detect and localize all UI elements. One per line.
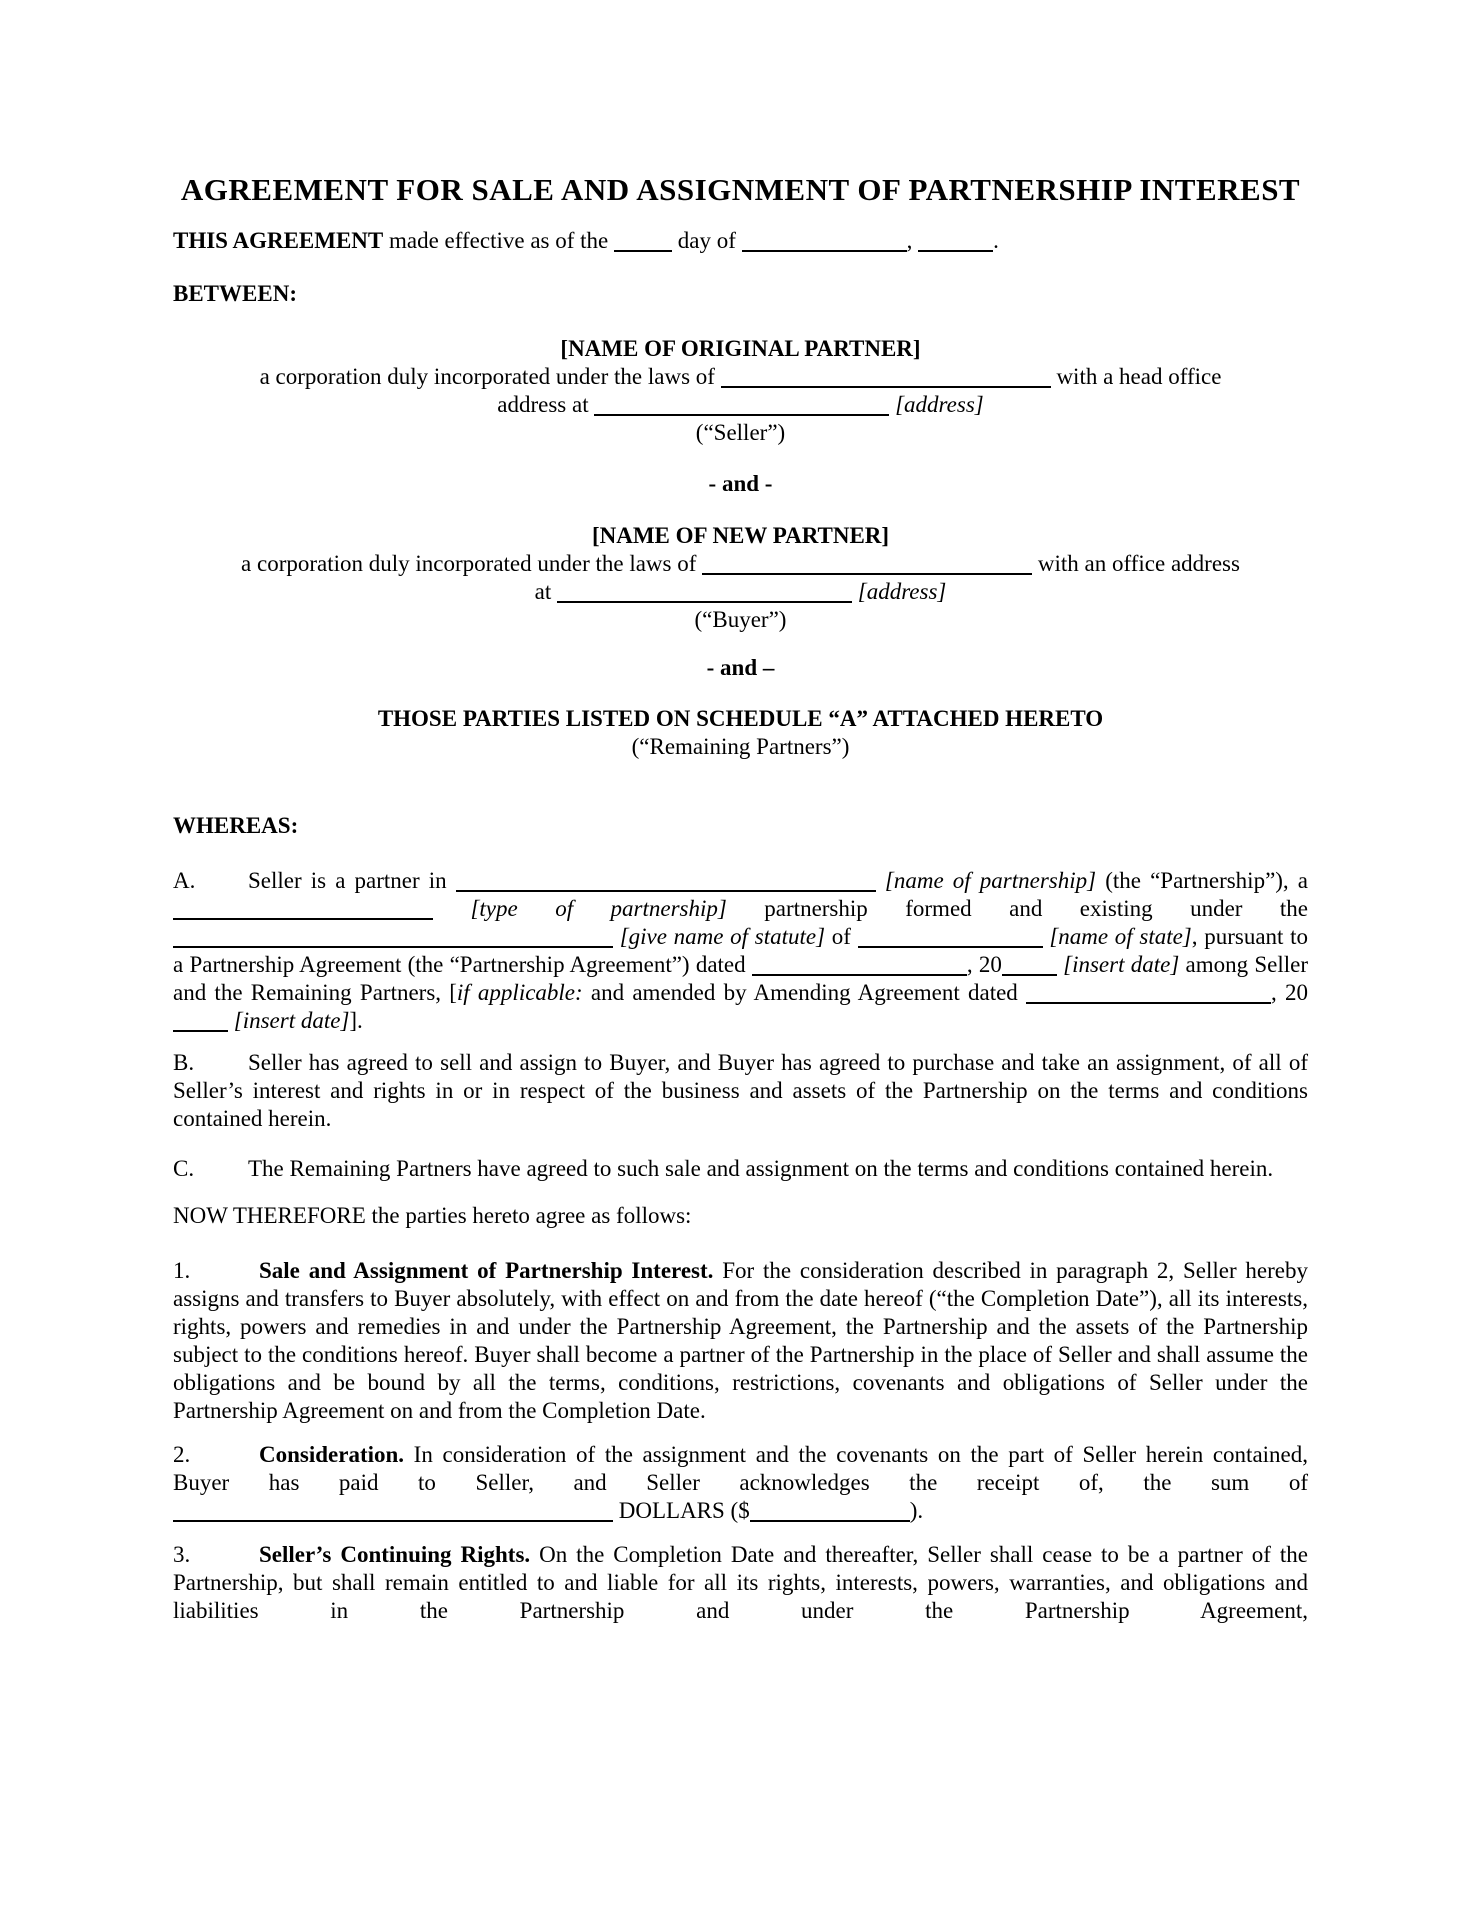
recital-a-label: A. — [173, 868, 196, 893]
text-run: The Remaining Partners have agreed to such sale and assignment on the terms and conditions contained herein. — [248, 1156, 1274, 1181]
recital-b-label: B. — [173, 1050, 195, 1075]
blank-fill-line — [173, 906, 433, 920]
text-run: [give name of statute] — [619, 924, 826, 949]
text-run: . — [993, 228, 999, 253]
blank-fill-line — [173, 934, 613, 948]
between-label: BETWEEN: — [173, 281, 297, 306]
text-run: , pursuant to a Partnership Agreement (the “Partnership Agreement”) dated — [173, 924, 1309, 977]
clause-2-text — [173, 1442, 1308, 1523]
text-run: [address] — [857, 579, 947, 604]
text-run: [address] — [895, 392, 984, 417]
remaining-partners-alias: (“Remaining Partners”) — [631, 734, 850, 759]
recital-c-text — [248, 1156, 1273, 1181]
clause-1 — [173, 1257, 1308, 1425]
text-run: address at — [497, 392, 595, 417]
text-run: [insert date] — [233, 1008, 350, 1033]
text-run: [name of partnership] — [884, 868, 1097, 893]
text-run: Sale and Assignment of Partnership Interest. — [259, 1258, 714, 1283]
and-separator-1: - and - — [708, 471, 773, 496]
blank-fill-line — [750, 1508, 910, 1522]
clause-1-number: 1. — [173, 1258, 191, 1283]
recital-b-text — [173, 1050, 1308, 1131]
text-run: Seller has agreed to sell and assign to Buyer, and Buyer has agreed to purchase and take an assignment, of all of Seller’s interest and rights in or in respect of the business and assets of the Partnership on the terms and conditions contained herein. — [173, 1050, 1308, 1131]
recital-c-label: C. — [173, 1156, 195, 1181]
intro-clause — [173, 227, 1308, 255]
text-run: partnership formed and existing under the — [726, 896, 1309, 921]
text-run: a corporation duly incorporated under the laws of — [241, 551, 703, 576]
text-run: [type of partnership] — [470, 896, 727, 921]
recital-c — [173, 1155, 1308, 1183]
text-run: ]. — [349, 1008, 363, 1033]
clause-1-text — [173, 1258, 1308, 1423]
text-run: at — [534, 579, 557, 604]
text-run: Seller is a partner in — [248, 868, 456, 893]
seller-address-line — [173, 391, 1308, 419]
blank-fill-line — [594, 402, 889, 416]
text-run: made effective as of the — [383, 228, 614, 253]
remaining-partners-heading: THOSE PARTIES LISTED ON SCHEDULE “A” ATTACHED HERETO — [377, 706, 1104, 731]
clause-2 — [173, 1441, 1308, 1525]
text-run: [name of state] — [1049, 924, 1192, 949]
text-run: On the Completion Date and thereafter, Seller shall cease to be a partner of the Partnership, but shall remain entitled to and liable for all its rights, interests, powers, warranties, and obligations and liabilities in the Partnership and under the Partnership Agreement, — [173, 1542, 1308, 1623]
text-run: , 20 — [1271, 980, 1309, 1005]
blank-fill-line — [702, 561, 1032, 575]
buyer-address-line — [173, 578, 1308, 606]
blank-fill-line — [614, 238, 672, 252]
text-run: among Seller and the Remaining Partners, [ — [173, 952, 1309, 1005]
text-run: For the consideration described in paragraph 2, Seller hereby assigns and transfers to Buyer absolutely, with effect on and from the date hereof (“the Completion Date”), all its interests, rights, powers and remedies in and under the Partnership Agreement, the Partnership and the assets of the Partnership subject to the conditions hereof. Buyer shall become a partner of the Partnership in the place of Seller and shall assume the obligations and be bound by all the terms, conditions, restrictions, covenants and obligations of Seller under the Partnership Agreement on and from the Completion Date. — [173, 1258, 1308, 1423]
buyer-incorporation-line — [173, 550, 1308, 578]
text-run: , — [906, 228, 919, 253]
clause-3-number: 3. — [173, 1542, 191, 1567]
blank-fill-line — [858, 934, 1043, 948]
blank-fill-line — [173, 1018, 228, 1032]
text-run: with a head office — [1050, 364, 1222, 389]
text-run: with an office address — [1032, 551, 1240, 576]
whereas-label: WHEREAS: — [173, 813, 299, 838]
text-run: [insert date] — [1063, 952, 1180, 977]
clause-3-text — [173, 1542, 1308, 1623]
remaining-partners-block — [173, 705, 1308, 761]
blank-fill-line — [752, 962, 967, 976]
text-run — [876, 868, 885, 893]
recital-a-text — [173, 868, 1308, 1033]
blank-fill-line — [1026, 990, 1271, 1004]
text-run: ). — [909, 1498, 924, 1523]
recital-a — [173, 867, 1308, 1035]
text-run — [613, 924, 620, 949]
text-run: Consideration. — [259, 1442, 405, 1467]
blank-fill-line — [456, 878, 876, 892]
text-run: THIS AGREEMENT — [173, 228, 384, 253]
text-run: Seller’s Continuing Rights. — [259, 1542, 531, 1567]
text-run: if applicable: — [456, 980, 583, 1005]
blank-fill-line — [557, 589, 852, 603]
buyer-alias: (“Buyer”) — [694, 607, 787, 632]
clause-2-number: 2. — [173, 1442, 191, 1467]
buyer-name-heading: [NAME OF NEW PARTNER] — [591, 523, 890, 548]
text-run: , 20 — [966, 952, 1002, 977]
seller-name-heading: [NAME OF ORIGINAL PARTNER] — [560, 336, 921, 361]
blank-fill-line — [1002, 962, 1057, 976]
blank-fill-line — [173, 1508, 613, 1522]
clause-3 — [173, 1541, 1308, 1625]
text-run: DOLLARS ($ — [613, 1498, 750, 1523]
recital-b — [173, 1049, 1308, 1133]
blank-fill-line — [918, 238, 993, 252]
buyer-party-block — [173, 522, 1308, 634]
text-run — [433, 896, 470, 921]
blank-fill-line — [721, 374, 1051, 388]
seller-alias: (“Seller”) — [695, 420, 786, 445]
text-run: In consideration of the assignment and the covenants on the part of Seller herein contained, Buyer has paid to Seller, and Seller acknowledges the receipt of, the sum of — [173, 1442, 1308, 1495]
seller-party-block — [173, 335, 1308, 447]
seller-incorporation-line — [173, 363, 1308, 391]
document-title: AGREEMENT FOR SALE AND ASSIGNMENT OF PARTNERSHIP INTEREST — [180, 172, 1301, 207]
text-run: day of — [672, 228, 742, 253]
text-run: (the “Partnership”), a — [1096, 868, 1309, 893]
text-run: a corporation duly incorporated under the laws of — [259, 364, 721, 389]
now-therefore-line: NOW THEREFORE the parties hereto agree as follows: — [173, 1203, 692, 1228]
and-separator-2: - and – — [706, 655, 775, 680]
blank-fill-line — [742, 238, 907, 252]
text-run: and amended by Amending Agreement dated — [582, 980, 1027, 1005]
text-run: of — [825, 924, 858, 949]
